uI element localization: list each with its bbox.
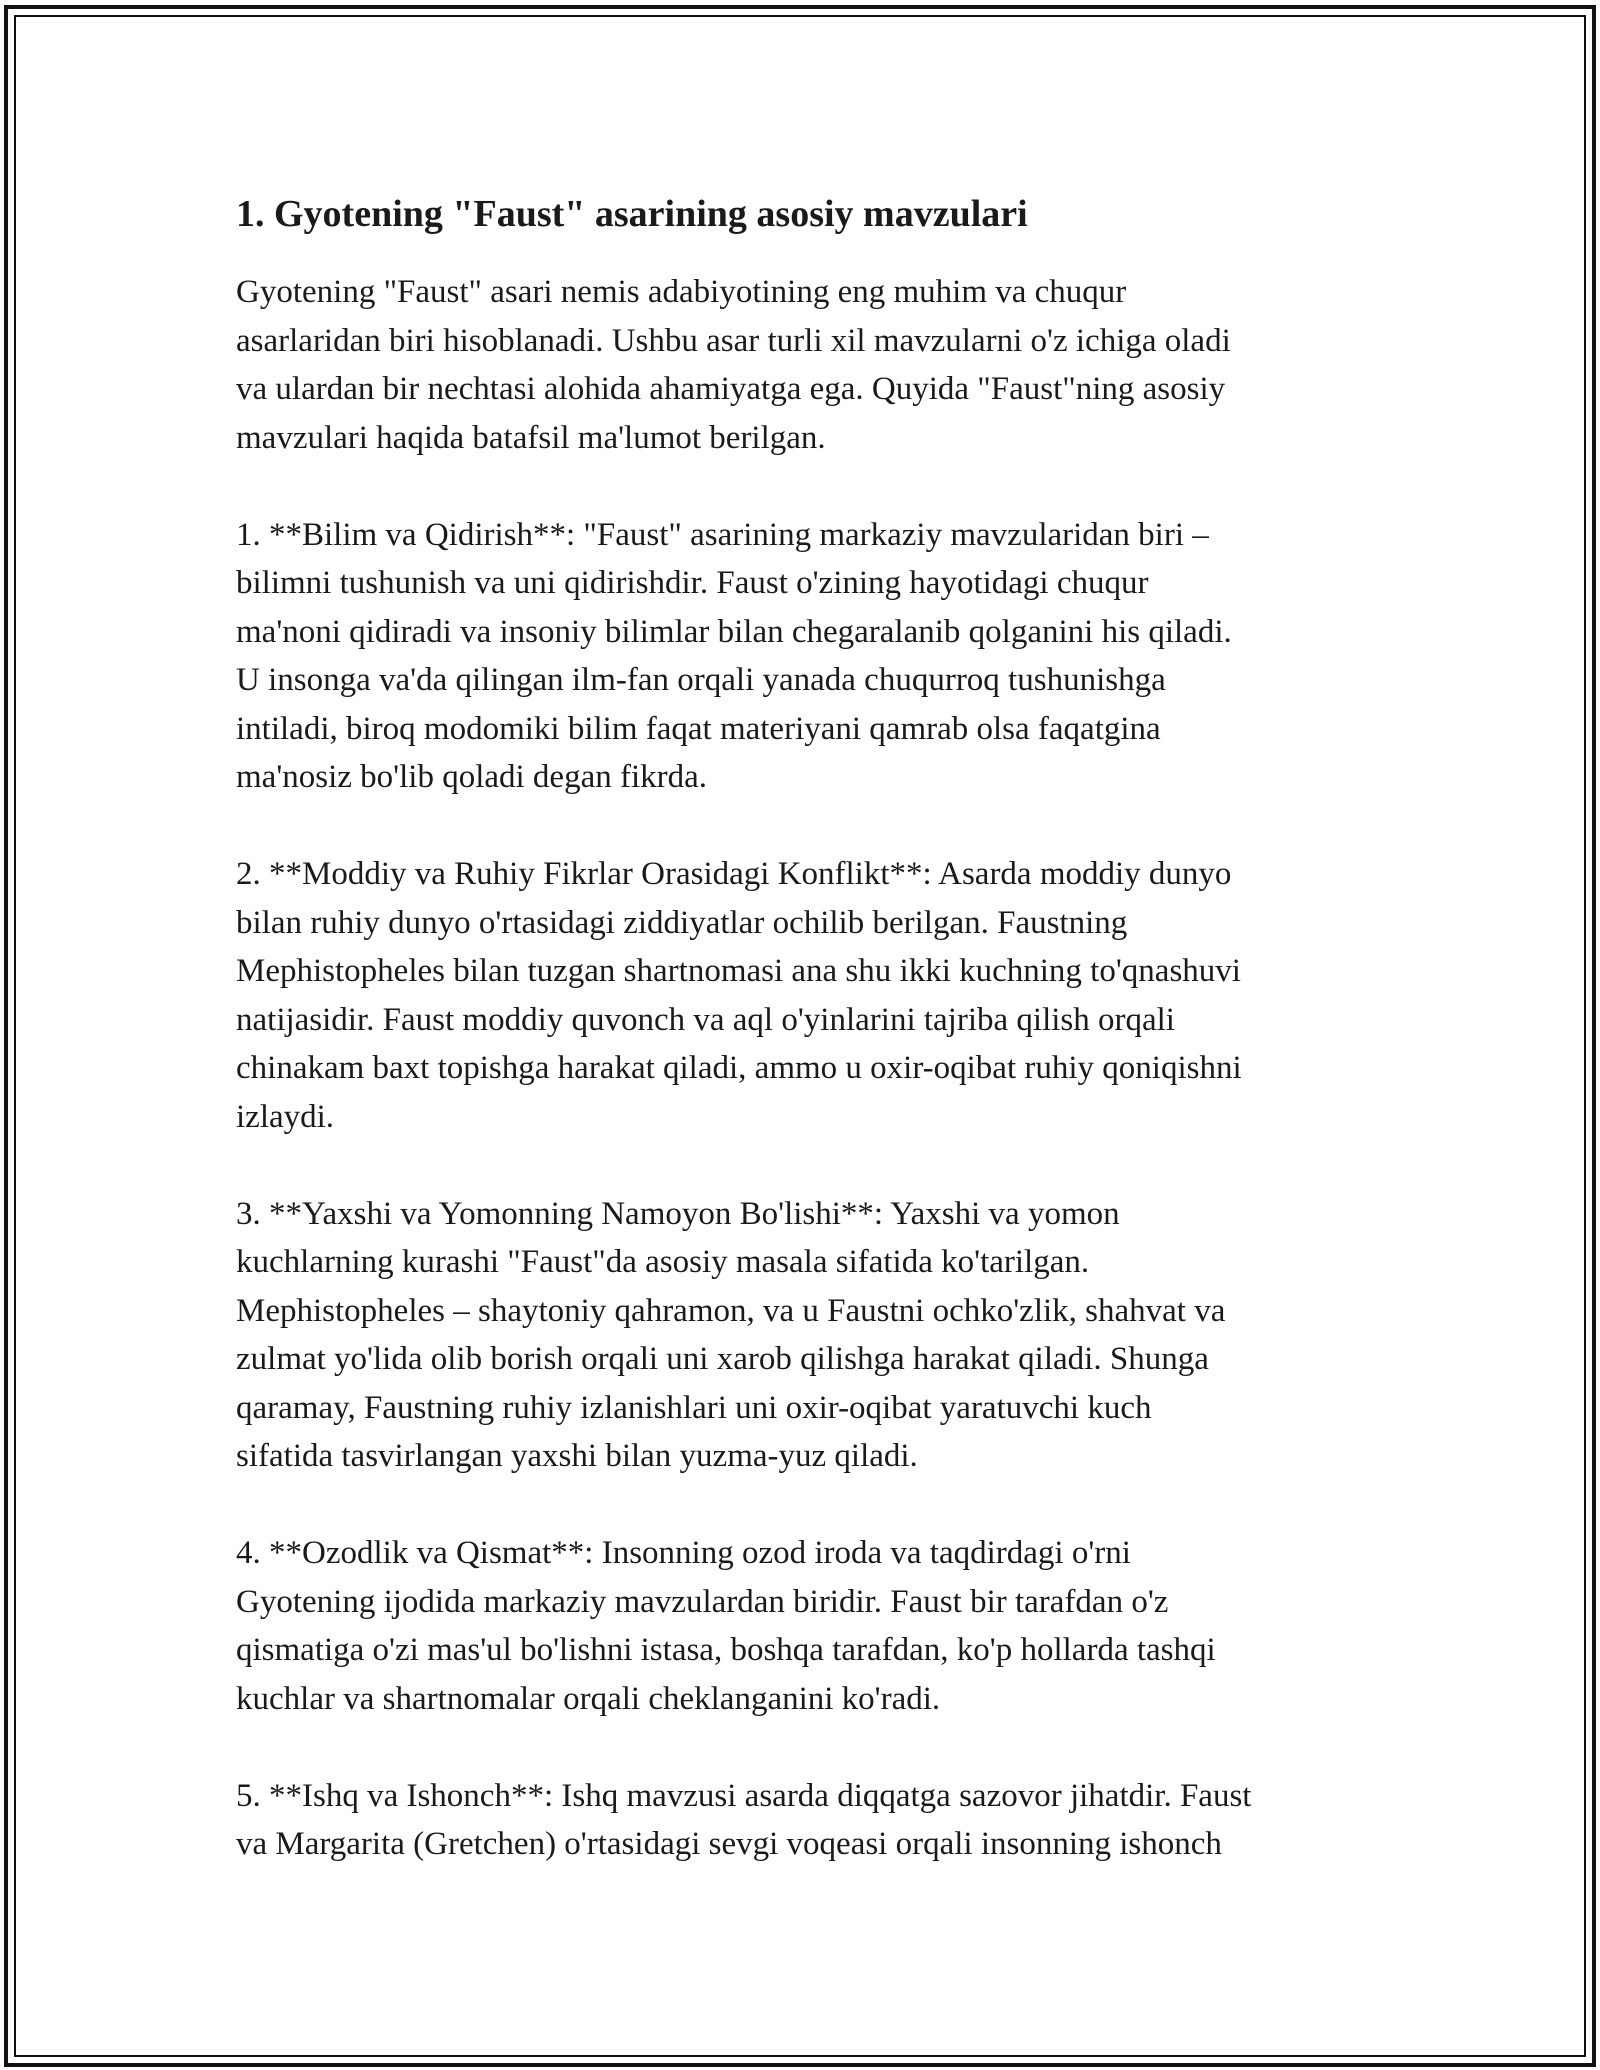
theme-paragraph-5: 5. **Ishq va Ishonch**: Ishq mavzusi asarda diqqatga sazovor jihatdir. Faust va Margarita (Gretchen) o'rtasidagi sevgi voqeasi orqali insonning ishonch bbox=[236, 1777, 1252, 1862]
intro-paragraph: Gyotening "Faust" asari nemis adabiyotining eng muhim va chuqur asarlaridan biri hisoblanadi. Ushbu asar turli xil mavzularni o'z ichiga oladi va ulardan bir nechtasi alohida ahamiyatga ega. Quyida "Faust"ning asosiy mavzulari haqida batafsil ma'lumot berilgan. bbox=[236, 274, 1231, 456]
document-body bbox=[236, 188, 1386, 1917]
document-heading: 1. Gyotening "Faust" asarining asosiy mavzulari bbox=[236, 193, 1028, 235]
theme-paragraph-2: 2. **Moddiy va Ruhiy Fikrlar Orasidagi Konflikt**: Asarda moddiy dunyo bilan ruhiy dunyo o'rtasidagi ziddiyatlar ochilib berilgan. Faustning Mephistopheles bilan tuzgan shartnomasi ana shu ikki kuchning to'qnashuvi natijasidir. Faust moddiy quvonch va aql o'yinlarini tajriba qilish orqali chinakam baxt topishga harakat qiladi, ammo u oxir-oqibat ruhiy qoniqishni izlaydi. bbox=[236, 856, 1242, 1135]
theme-paragraph-1: 1. **Bilim va Qidirish**: "Faust" asarining markaziy mavzularidan biri – bilimni tushunish va uni qidirishdir. Faust o'zining hayotidagi chuqur ma'noni qidiradi va insoniy bilimlar bilan chegaralanib qolganini his qiladi. U insonga va'da qilingan ilm-fan orqali yanada chuqurroq tushunishga intiladi, biroq modomiki bilim faqat materiyani qamrab olsa faqatgina ma'nosiz bo'lib qoladi degan fikrda. bbox=[236, 516, 1232, 795]
theme-paragraph-4: 4. **Ozodlik va Qismat**: Insonning ozod iroda va taqdirdagi o'rni Gyotening ijodida markaziy mavzulardan biridir. Faust bir tarafdan o'z qismatiga o'zi mas'ul bo'lishni istasa, boshqa tarafdan, ko'p hollarda tashqi kuchlar va shartnomalar orqali cheklanganini ko'radi. bbox=[236, 1535, 1216, 1717]
theme-paragraph-3: 3. **Yaxshi va Yomonning Namoyon Bo'lishi**: Yaxshi va yomon kuchlarning kurashi "Faust"da asosiy masala sifatida ko'tarilgan. Mephistopheles – shaytoniy qahramon, va u Faustni ochko'zlik, shahvat va zulmat yo'lida olib borish orqali uni xarob qilishga harakat qiladi. Shunga qaramay, Faustning ruhiy izlanishlari uni oxir-oqibat yaratuvchi kuch sifatida tasvirlangan yaxshi bilan yuzma-yuz qiladi. bbox=[236, 1195, 1226, 1474]
